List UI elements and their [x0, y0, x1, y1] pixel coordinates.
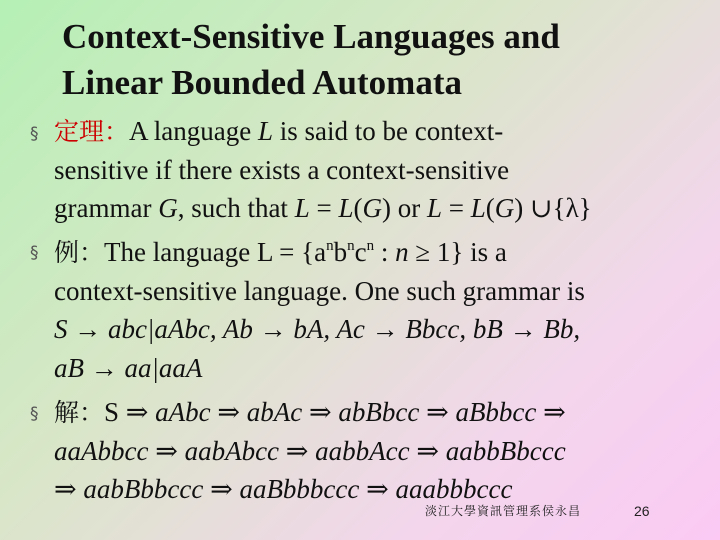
example-line-2: context-sensitive language. One such grammar is	[54, 275, 585, 306]
derivation-steps: aaAbbcc ⇒ aabAbcc ⇒ aabbAcc ⇒ aabbBbccc	[54, 435, 566, 466]
theorem-text: =	[442, 193, 471, 223]
slide-title	[62, 14, 702, 106]
example-text: The language L = {a	[104, 237, 327, 267]
example-text: b	[333, 237, 348, 267]
theorem-text: (	[353, 193, 363, 223]
bullet-marker-example: §	[30, 243, 39, 263]
title-line-1: Context-Sensitive Languages and	[62, 17, 560, 56]
theorem-text: =	[309, 193, 339, 223]
derivation-steps: aAbc ⇒ abAc ⇒ abBbcc ⇒ aBbbcc ⇒	[155, 397, 566, 427]
derivation-line-3	[54, 470, 704, 509]
example-text: ≥ 1} is a	[408, 237, 507, 267]
grammar-rules: aB → aa|aaA	[54, 352, 203, 383]
solution-label: 解：	[54, 398, 105, 427]
footer-organization: 淡江大學資訊管理系侯永昌	[425, 504, 582, 518]
superscript: n	[326, 238, 334, 254]
var-G: G	[362, 193, 382, 223]
derivation-start: S ⇒	[104, 397, 156, 427]
derivation-steps: ⇒ aabBbbccc ⇒ aaBbbbccc ⇒ aaabbbccc	[54, 474, 513, 504]
superscript: n	[347, 238, 355, 254]
theorem-text: A language	[129, 116, 258, 146]
superscript: n	[366, 238, 375, 254]
theorem-text: is said to be context-	[273, 116, 504, 146]
example-label: 例：	[54, 238, 105, 267]
var-G: G	[494, 193, 515, 223]
example-paragraph	[54, 233, 704, 387]
var-L: L	[470, 193, 486, 223]
example-text: :	[374, 237, 396, 267]
page-number: 26	[634, 503, 650, 519]
var-L: L	[257, 116, 274, 146]
var-L: L	[426, 193, 442, 223]
grammar-line-2	[54, 349, 704, 388]
theorem-line-3	[54, 189, 704, 228]
grammar-rules: S → abc|aAbc, Ab → bA, Ac → Bbcc, bB → Bb,	[54, 314, 581, 344]
theorem-text: (	[485, 193, 495, 223]
bullet-marker-solution: §	[30, 404, 39, 424]
theorem-text: , such that	[177, 193, 295, 223]
theorem-text: ) or	[381, 193, 427, 223]
theorem-text: ) ∪{λ}	[514, 193, 592, 223]
var-n: n	[395, 237, 409, 267]
derivation-line-2	[54, 432, 704, 471]
theorem-text: grammar	[54, 193, 159, 223]
solution-paragraph	[54, 393, 704, 509]
var-G: G	[158, 193, 178, 223]
var-L: L	[338, 193, 354, 223]
theorem-label: 定理：	[54, 117, 130, 146]
var-L: L	[294, 193, 310, 223]
bullet-marker-theorem: §	[30, 124, 39, 144]
grammar-line-1	[54, 310, 704, 349]
theorem-paragraph	[54, 112, 704, 228]
title-line-2: Linear Bounded Automata	[62, 63, 462, 102]
theorem-line-2: sensitive if there exists a context-sensitive	[54, 154, 510, 185]
example-text: c	[354, 237, 367, 267]
